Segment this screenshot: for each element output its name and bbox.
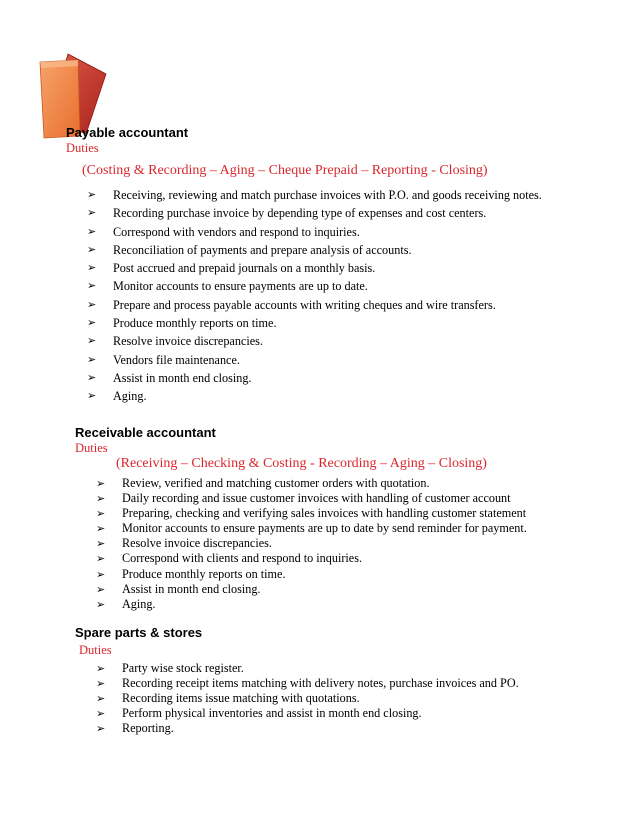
arrow-bullet-icon: ➢ [87,279,97,293]
arrow-bullet-icon: ➢ [96,522,106,536]
section-heading-receivable: Receivable accountant [75,425,216,440]
list-item [96,676,519,691]
arrow-bullet-icon: ➢ [87,242,97,256]
section-heading-payable: Payable accountant [66,125,189,140]
arrow-bullet-icon: ➢ [96,492,106,506]
list-item-text: Recording purchase invoice by depending type of expenses and cost centers. [113,206,487,221]
list-item-text: Recording items issue matching with quotations. [122,691,360,706]
list-item-text: Vendors file maintenance. [113,352,240,367]
arrow-bullet-icon: ➢ [87,224,97,238]
arrow-bullet-icon: ➢ [96,677,106,691]
list-item [96,551,527,566]
arrow-bullet-icon: ➢ [96,507,106,521]
duty-list-receivable [96,476,527,612]
subtitle-payable: (Costing & Recording – Aging – Cheque Prepaid – Reporting - Closing) [82,163,488,178]
list-item [96,691,519,706]
arrow-bullet-icon: ➢ [87,316,97,330]
list-item [87,296,542,314]
list-item [96,706,519,721]
list-item-text: Recording receipt items matching with delivery notes, purchase invoices and PO. [122,676,519,691]
list-item [87,186,542,204]
list-item-text: Produce monthly reports on time. [122,566,286,581]
arrow-bullet-icon: ➢ [96,597,106,611]
list-item [96,567,527,582]
arrow-bullet-icon: ➢ [96,662,106,675]
list-item [87,314,542,332]
duties-label-receivable: Duties [75,441,108,455]
list-item [87,223,542,241]
list-item-text: Aging. [113,389,147,404]
list-item [96,491,527,506]
list-item-text: Perform physical inventories and assist in month end closing. [122,706,422,721]
arrow-bullet-icon: ➢ [87,352,97,366]
arrow-bullet-icon: ➢ [96,537,106,551]
arrow-bullet-icon: ➢ [96,552,106,566]
arrow-bullet-icon: ➢ [87,188,97,201]
list-item [96,476,527,491]
list-item-text: Party wise stock register. [122,661,244,675]
list-item-text: Assist in month end closing. [113,370,252,385]
list-item-text: Prepare and process payable accounts with writing cheques and wire transfers. [113,297,496,312]
list-item [87,332,542,350]
list-item-text: Reconciliation of payments and prepare analysis of accounts. [113,242,412,257]
list-item-text: Review, verified and matching customer orders with quotation. [122,476,430,490]
duties-label-payable: Duties [66,141,99,155]
list-item [87,387,542,405]
arrow-bullet-icon: ➢ [96,692,106,706]
arrow-bullet-icon: ➢ [87,370,97,384]
list-item [87,204,542,222]
list-item [96,506,527,521]
arrow-bullet-icon: ➢ [96,722,106,736]
arrow-bullet-icon: ➢ [87,297,97,311]
list-item-text: Correspond with vendors and respond to inquiries. [113,224,360,239]
duty-list-spare-parts [96,661,519,736]
list-item-text: Daily recording and issue customer invoices with handling of customer account [122,491,511,506]
list-item [96,661,519,676]
list-item-text: Monitor accounts to ensure payments are up to date by send reminder for payment. [122,521,527,536]
list-item [87,277,542,295]
list-item [96,582,527,597]
list-item-text: Produce monthly reports on time. [113,316,277,331]
list-item [96,536,527,551]
list-item [96,597,527,612]
list-item-text: Preparing, checking and verifying sales invoices with handling customer statement [122,506,527,521]
arrow-bullet-icon: ➢ [96,477,106,490]
arrow-bullet-icon: ➢ [87,206,97,220]
list-item-text: Resolve invoice discrepancies. [122,536,272,551]
arrow-bullet-icon: ➢ [87,334,97,348]
list-item-text: Receiving, reviewing and match purchase invoices with P.O. and goods receiving notes. [113,188,542,202]
list-item [96,521,527,536]
list-item-text: Post accrued and prepaid journals on a monthly basis. [113,261,376,276]
list-item-text: Resolve invoice discrepancies. [113,334,263,349]
list-item [96,721,519,736]
list-item [87,351,542,369]
subtitle-receivable: (Receiving – Checking & Costing - Recording – Aging – Closing) [116,456,487,471]
list-item-text: Reporting. [122,721,174,736]
arrow-bullet-icon: ➢ [87,389,97,403]
list-item-text: Monitor accounts to ensure payments are up to date. [113,279,368,294]
list-item-text: Aging. [122,596,156,611]
duties-label-spare-parts: Duties [79,643,112,657]
arrow-bullet-icon: ➢ [96,582,106,596]
list-item [87,259,542,277]
arrow-bullet-icon: ➢ [96,707,106,721]
list-item-text: Correspond with clients and respond to inquiries. [122,551,362,566]
arrow-bullet-icon: ➢ [96,567,106,581]
arrow-bullet-icon: ➢ [87,261,97,275]
list-item [87,241,542,259]
list-item-text: Assist in month end closing. [122,581,261,596]
section-heading-spare-parts: Spare parts & stores [75,625,203,640]
list-item [87,369,542,387]
duty-list-payable [87,186,542,406]
